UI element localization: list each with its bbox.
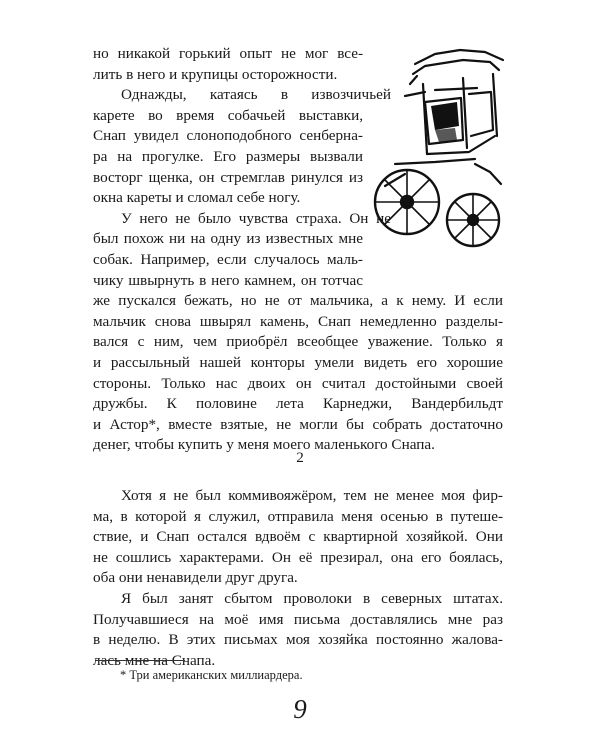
text-line: У него не было чувства страха. Он не [121, 209, 391, 227]
text-line: Хотя я не был коммивояжёром, тем не менее моя фир- [121, 487, 503, 504]
text-line: восторг щенка, он стремглав ринулся из [93, 168, 363, 186]
text-line: оба они ненавидели друг друга. [93, 569, 298, 587]
text-line: Получавшиеся на моё имя письма доставлялись мне раз [93, 610, 503, 628]
footnote-divider [95, 660, 185, 661]
text-line: в неделю. В этих письмах моя хозяйка постоянно жалова- [93, 631, 503, 649]
text-line: денег, чтобы купить у меня моего маленького Снапа. [93, 436, 435, 454]
text-line: но никакой горький опыт не мог все- [93, 45, 363, 62]
text-line: Я был занят сбытом проволоки в северных штатах. [121, 589, 503, 607]
text-line: лить в него и крупицы осторожности. [93, 65, 338, 83]
page-number: 9 [293, 694, 307, 724]
text-line: стороны. Только нас двоих он считал достойными своей [93, 374, 503, 392]
section-number: 2 [296, 449, 304, 466]
text-line: собак. Например, если случалось маль- [93, 250, 363, 268]
text-block-top [93, 44, 503, 456]
text-line: же пускался бежать, но не от мальчика, а к нему. И если [93, 292, 503, 310]
text-line: Снап увидел слоноподобного сенберна- [93, 127, 363, 145]
text-line: дружбы. К половине лета Карнеджи, Вандербильдт [93, 395, 503, 413]
text-line: лась мне на Снапа. [93, 651, 216, 669]
text-line: вался с ним, чем приобрёл всеобщее уважение. Только я [93, 333, 503, 351]
text-line: ма, в которой я служил, отправила меня осенью в путеше- [93, 507, 503, 525]
text-line: не сошлись характерами. Он её презирал, она его боялась, [93, 548, 503, 566]
text-line: и рассыльный нашей конторы умели видеть его хорошие [93, 353, 503, 371]
text-line: Однажды, катаясь в извозчичьей [121, 86, 391, 104]
text-line: был похож ни на одну из известных мне [93, 230, 363, 248]
text-line: ра на прогулке. Его размеры вызвали [93, 147, 363, 165]
text-line: окна кареты и сломал себе ногу. [93, 189, 301, 207]
text-line: карете во время собачьей выставки, [93, 106, 363, 124]
text-block-bottom [93, 486, 503, 671]
text-line: мальчик снова швырял камень, Снап немедленно разделы- [93, 312, 503, 330]
text-line: ствие, и Снап остался вдвоём с квартирной хозяйкой. Они [93, 528, 503, 546]
footnote: * Три американских миллиардера. [120, 668, 303, 682]
text-line: и Астор*, вместе взятые, не могли бы собрать достаточно [93, 415, 503, 433]
text-line: чику швырнуть в него камнем, он тотчас [93, 271, 363, 289]
